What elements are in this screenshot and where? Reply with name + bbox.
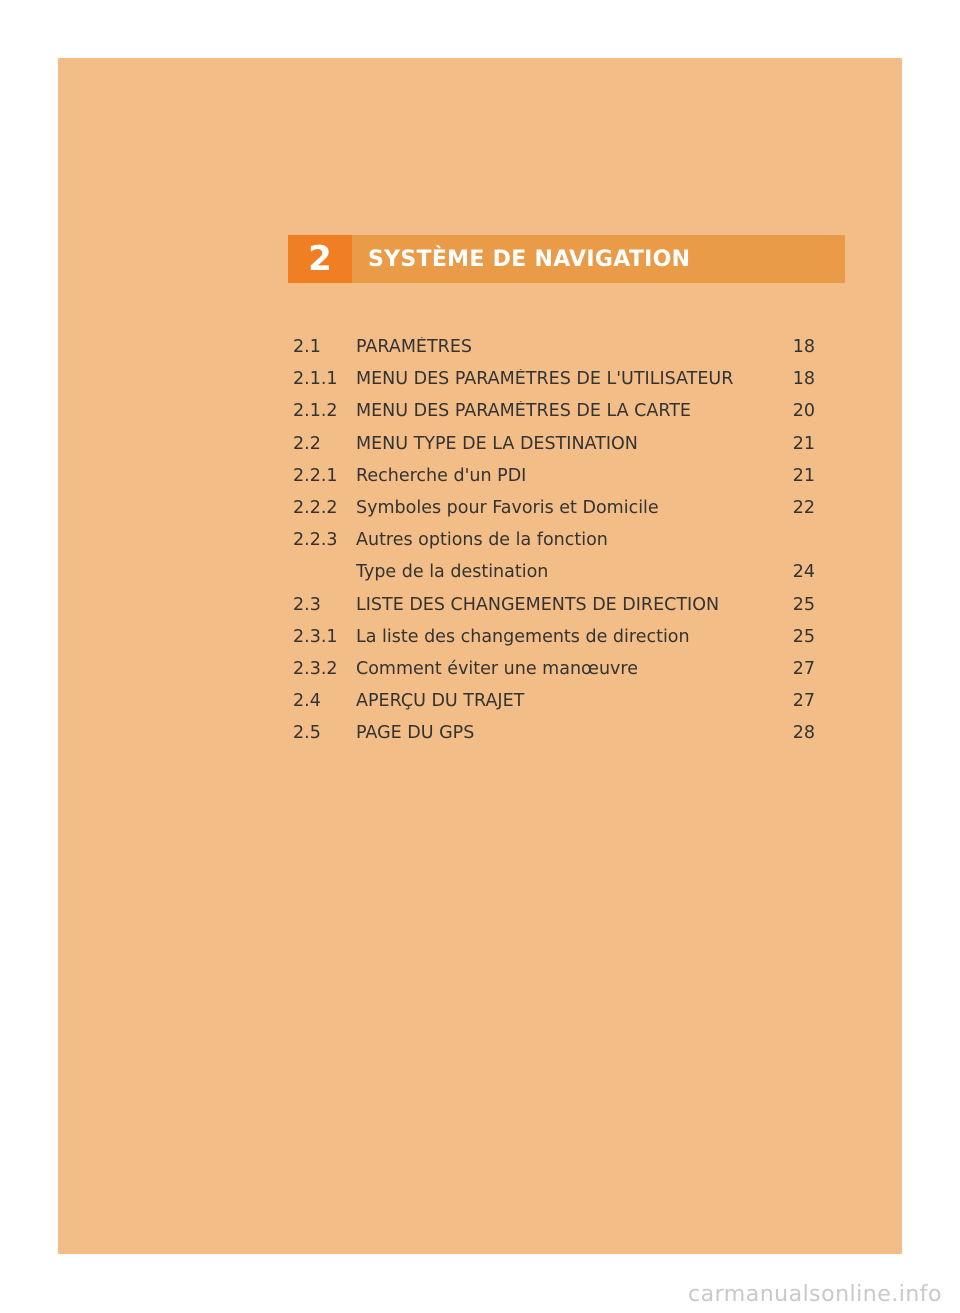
toc-row[interactable] xyxy=(293,428,815,460)
toc-section-number: 2.4 xyxy=(293,691,321,712)
toc-row[interactable] xyxy=(293,653,815,685)
toc-section-title: APERÇU DU TRAJET xyxy=(356,691,525,712)
chapter-number: 2 xyxy=(288,235,352,283)
toc-section-title: PAGE DU GPS xyxy=(356,723,475,744)
toc-row[interactable] xyxy=(293,331,815,363)
toc-section-number: 2.1.1 xyxy=(293,369,338,390)
toc-section-title: MENU TYPE DE LA DESTINATION xyxy=(356,433,638,454)
toc-section-number: 2.3.1 xyxy=(293,626,338,647)
toc-row[interactable] xyxy=(293,589,815,621)
toc-page-number: 18 xyxy=(792,369,815,390)
toc-section-title: Autres options de la fonction xyxy=(356,530,608,551)
toc-section-number: 2.2.3 xyxy=(293,530,338,551)
chapter-header xyxy=(288,235,845,283)
toc-section-number: 2.5 xyxy=(293,723,321,744)
toc-row[interactable] xyxy=(293,395,815,427)
chapter-title-box xyxy=(352,235,845,283)
toc-section-number: 2.2 xyxy=(293,433,321,454)
toc-page-number: 28 xyxy=(792,723,815,744)
toc-page-number: 27 xyxy=(792,658,815,679)
chapter-title: SYSTÈME DE NAVIGATION xyxy=(368,246,691,272)
toc-section-number: 2.2.2 xyxy=(293,498,338,519)
toc-page-number: 25 xyxy=(792,594,815,615)
toc-page-number: 21 xyxy=(792,465,815,486)
toc-section-title: Comment éviter une manœuvre xyxy=(356,658,638,679)
toc-row[interactable] xyxy=(293,685,815,717)
toc-section-number: 2.1.2 xyxy=(293,401,338,422)
toc-page-number: 21 xyxy=(792,433,815,454)
toc-section-title: Recherche d'un PDI xyxy=(356,465,527,486)
toc-page-number: 22 xyxy=(792,498,815,519)
toc-section-number: 2.3 xyxy=(293,594,321,615)
toc-row[interactable] xyxy=(293,717,815,749)
toc-section-title: LISTE DES CHANGEMENTS DE DIRECTION xyxy=(356,594,720,615)
toc-row[interactable] xyxy=(293,460,815,492)
toc-section-title: PARAMÈTRES xyxy=(356,337,472,358)
toc-page-number: 20 xyxy=(792,401,815,422)
toc-section-title: MENU DES PARAMÈTRES DE LA CARTE xyxy=(356,401,691,422)
toc-section-title: Symboles pour Favoris et Domicile xyxy=(356,498,659,519)
table-of-contents xyxy=(293,331,815,749)
toc-row[interactable] xyxy=(293,556,815,588)
toc-row[interactable] xyxy=(293,492,815,524)
toc-page-number: 18 xyxy=(792,337,815,358)
toc-section-title: Type de la destination xyxy=(356,562,549,583)
toc-page-number: 25 xyxy=(792,626,815,647)
watermark-text: carmanualsonline.info xyxy=(688,1282,942,1307)
toc-section-title: La liste des changements de direction xyxy=(356,626,690,647)
toc-page-number: 27 xyxy=(792,691,815,712)
toc-section-number: 2.2.1 xyxy=(293,465,338,486)
toc-section-title: MENU DES PARAMÈTRES DE L'UTILISATEUR xyxy=(356,369,734,390)
toc-row[interactable] xyxy=(293,524,815,556)
toc-section-number: 2.1 xyxy=(293,337,321,358)
toc-row[interactable] xyxy=(293,363,815,395)
toc-page-number: 24 xyxy=(792,562,815,583)
toc-section-number: 2.3.2 xyxy=(293,658,338,679)
toc-row[interactable] xyxy=(293,621,815,653)
